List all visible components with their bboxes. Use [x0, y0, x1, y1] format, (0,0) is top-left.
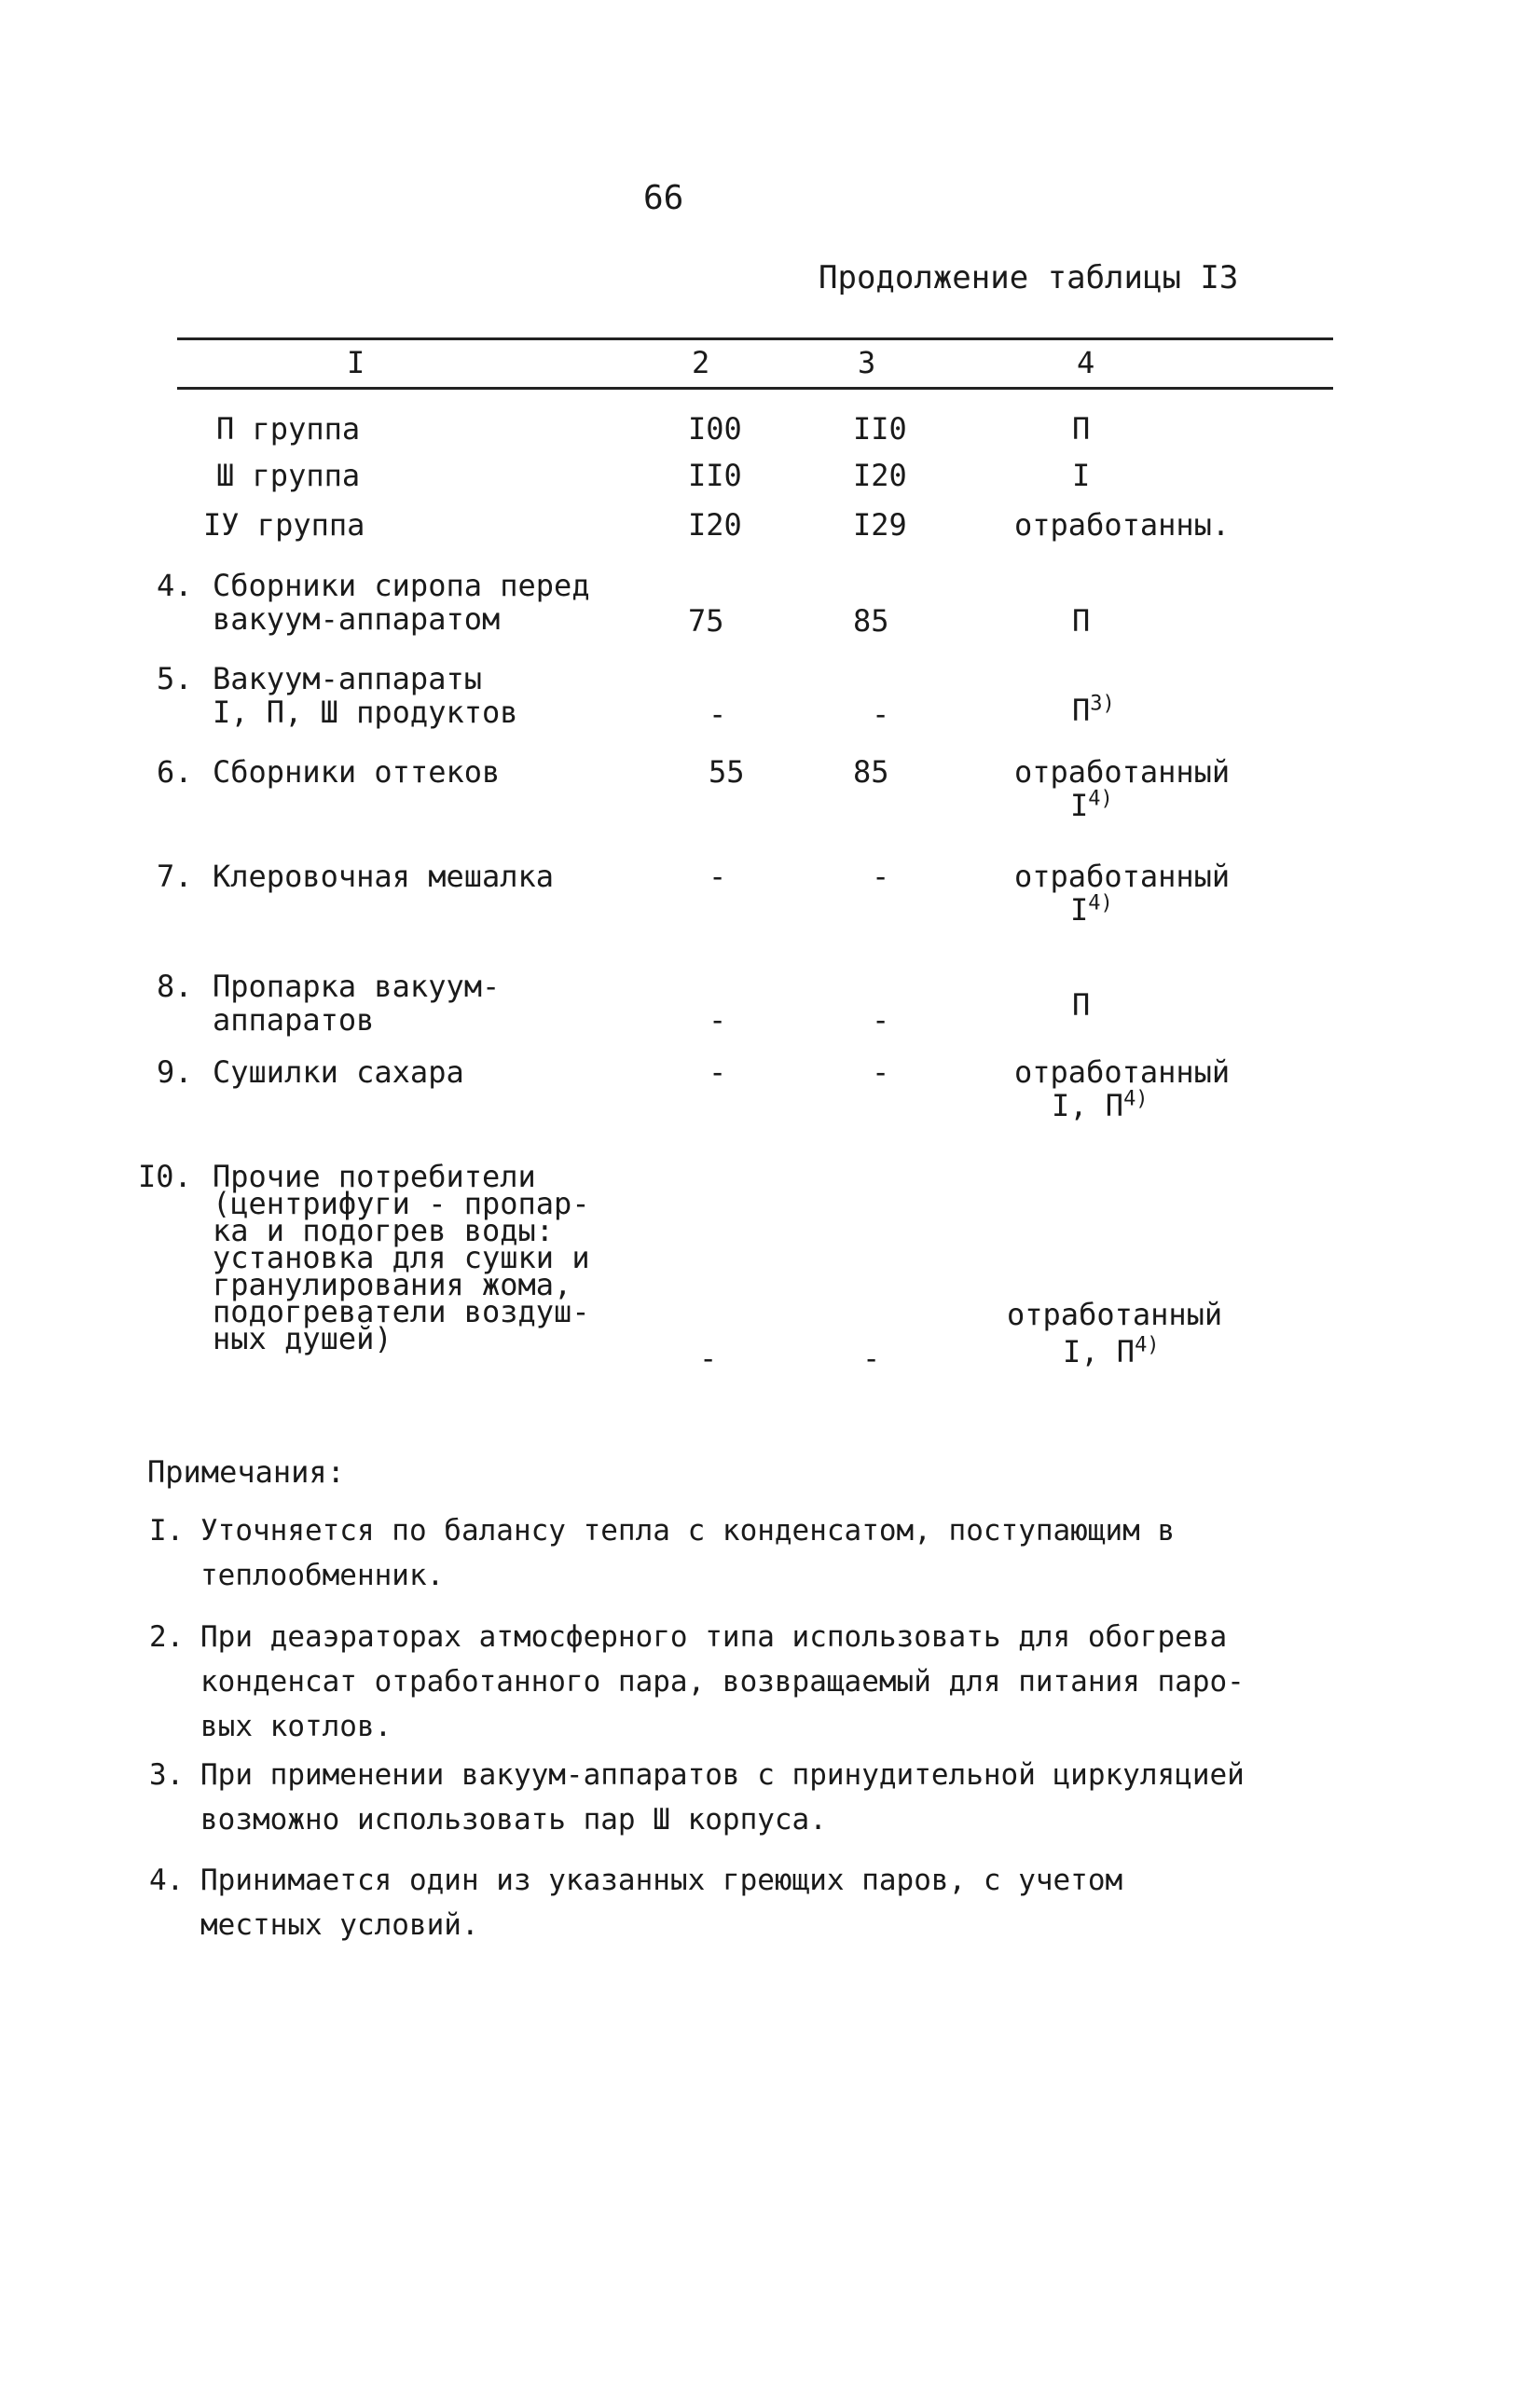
- row-name: IУ группа: [203, 507, 365, 543]
- row-col4: отработанный I, $П^{4)}$: [1014, 1054, 1231, 1123]
- note-text: Принимается один из указанных греющих паров, с учетом местных условий.: [200, 1864, 1123, 1942]
- row-col3: 85: [853, 603, 889, 639]
- row-number: I0.: [138, 1159, 192, 1194]
- note-text: При применении вакуум-аппаратов с принудительной циркуляцией возможно использовать пар Ш корпуса.: [200, 1758, 1245, 1837]
- footnote-ref: 4): [1088, 787, 1113, 811]
- row-col4: отработанный $I^{4)}$: [1014, 859, 1231, 928]
- row-col4: I: [1072, 458, 1091, 493]
- header-col-3: 3: [858, 345, 876, 380]
- note-number: 3.: [149, 1758, 185, 1792]
- note-number: 2.: [149, 1620, 185, 1654]
- row-col3: -: [872, 696, 890, 732]
- row-name: Вакуум-аппараты I, П, Ш продуктов: [213, 661, 518, 730]
- footnote-ref: 3): [1090, 692, 1115, 716]
- row-name: Сушилки сахара: [213, 1054, 464, 1090]
- row-name: П группа: [216, 411, 361, 447]
- note-text: При деаэраторах атмосферного типа использовать для обогрева конденсат отработанного пара, возвращаемый для питания паро- вых котлов.: [200, 1620, 1245, 1743]
- header-col-2: 2: [692, 345, 710, 380]
- row-col3: I20: [853, 458, 907, 493]
- row-number: 6.: [157, 754, 193, 790]
- row-number: 9.: [157, 1054, 193, 1090]
- table-continuation-caption: Продолжение таблицы I3: [819, 259, 1239, 296]
- row-name: Прочие потребители (центрифуги - пропар- ка и подогрев воды: установка для сушки и гранулирования жома, подогреватели воздуш- ных душей): [213, 1159, 590, 1356]
- row-col3: -: [872, 859, 890, 894]
- row-col4: П: [1072, 411, 1091, 447]
- row-col4: П: [1072, 987, 1091, 1023]
- row-col2: I20: [688, 507, 742, 543]
- row-col2: 55: [709, 754, 745, 790]
- row-col4: отработанны.: [1014, 507, 1231, 543]
- row-col3: 85: [853, 754, 889, 790]
- row-col2: -: [709, 859, 727, 894]
- row-number: 4.: [157, 568, 193, 603]
- note-number: I.: [149, 1514, 185, 1548]
- row-col3: I29: [853, 507, 907, 543]
- table-header-rule: [177, 387, 1333, 390]
- note-text: Уточняется по балансу тепла с конденсатом, поступающим в теплообменник.: [200, 1514, 1176, 1592]
- row-col2: I00: [688, 411, 742, 447]
- row-col3: -: [872, 1054, 890, 1090]
- header-col-4: 4: [1077, 345, 1095, 380]
- footnote-ref: 4): [1135, 1333, 1160, 1357]
- row-col4: отработанный $I^{4)}$: [1014, 754, 1231, 823]
- row-col4: $П^{3)}$: [1072, 692, 1115, 728]
- row-col3: -: [872, 1002, 890, 1038]
- row-col2: 75: [688, 603, 724, 639]
- row-number: 7.: [157, 859, 193, 894]
- note-number: 4.: [149, 1864, 185, 1897]
- row-col3: II0: [853, 411, 907, 447]
- footnote-ref: 4): [1088, 891, 1113, 915]
- table-top-rule: [177, 337, 1333, 340]
- row-number: 5.: [157, 661, 193, 696]
- row-col4: отработанный I, $П^{4)}$: [1007, 1297, 1223, 1369]
- row-name: Сборники оттеков: [213, 754, 501, 790]
- header-col-1: I: [347, 345, 365, 380]
- row-col2: -: [709, 696, 727, 732]
- row-name: Сборники сиропа перед вакуум-аппаратом: [213, 568, 590, 637]
- notes-title: Примечания:: [147, 1454, 345, 1490]
- row-col4: П: [1072, 603, 1091, 639]
- row-number: 8.: [157, 969, 193, 1004]
- row-col2: II0: [688, 458, 742, 493]
- row-col2: -: [709, 1054, 727, 1090]
- footnote-ref: 4): [1123, 1087, 1149, 1111]
- row-col3: -: [862, 1341, 881, 1376]
- row-col2: -: [699, 1341, 718, 1376]
- row-name: Пропарка вакуум- аппаратов: [213, 969, 501, 1038]
- page-number: 66: [643, 179, 684, 217]
- row-name: Клеровочная мешалка: [213, 859, 555, 894]
- row-col2: -: [709, 1002, 727, 1038]
- row-name: Ш группа: [216, 458, 361, 493]
